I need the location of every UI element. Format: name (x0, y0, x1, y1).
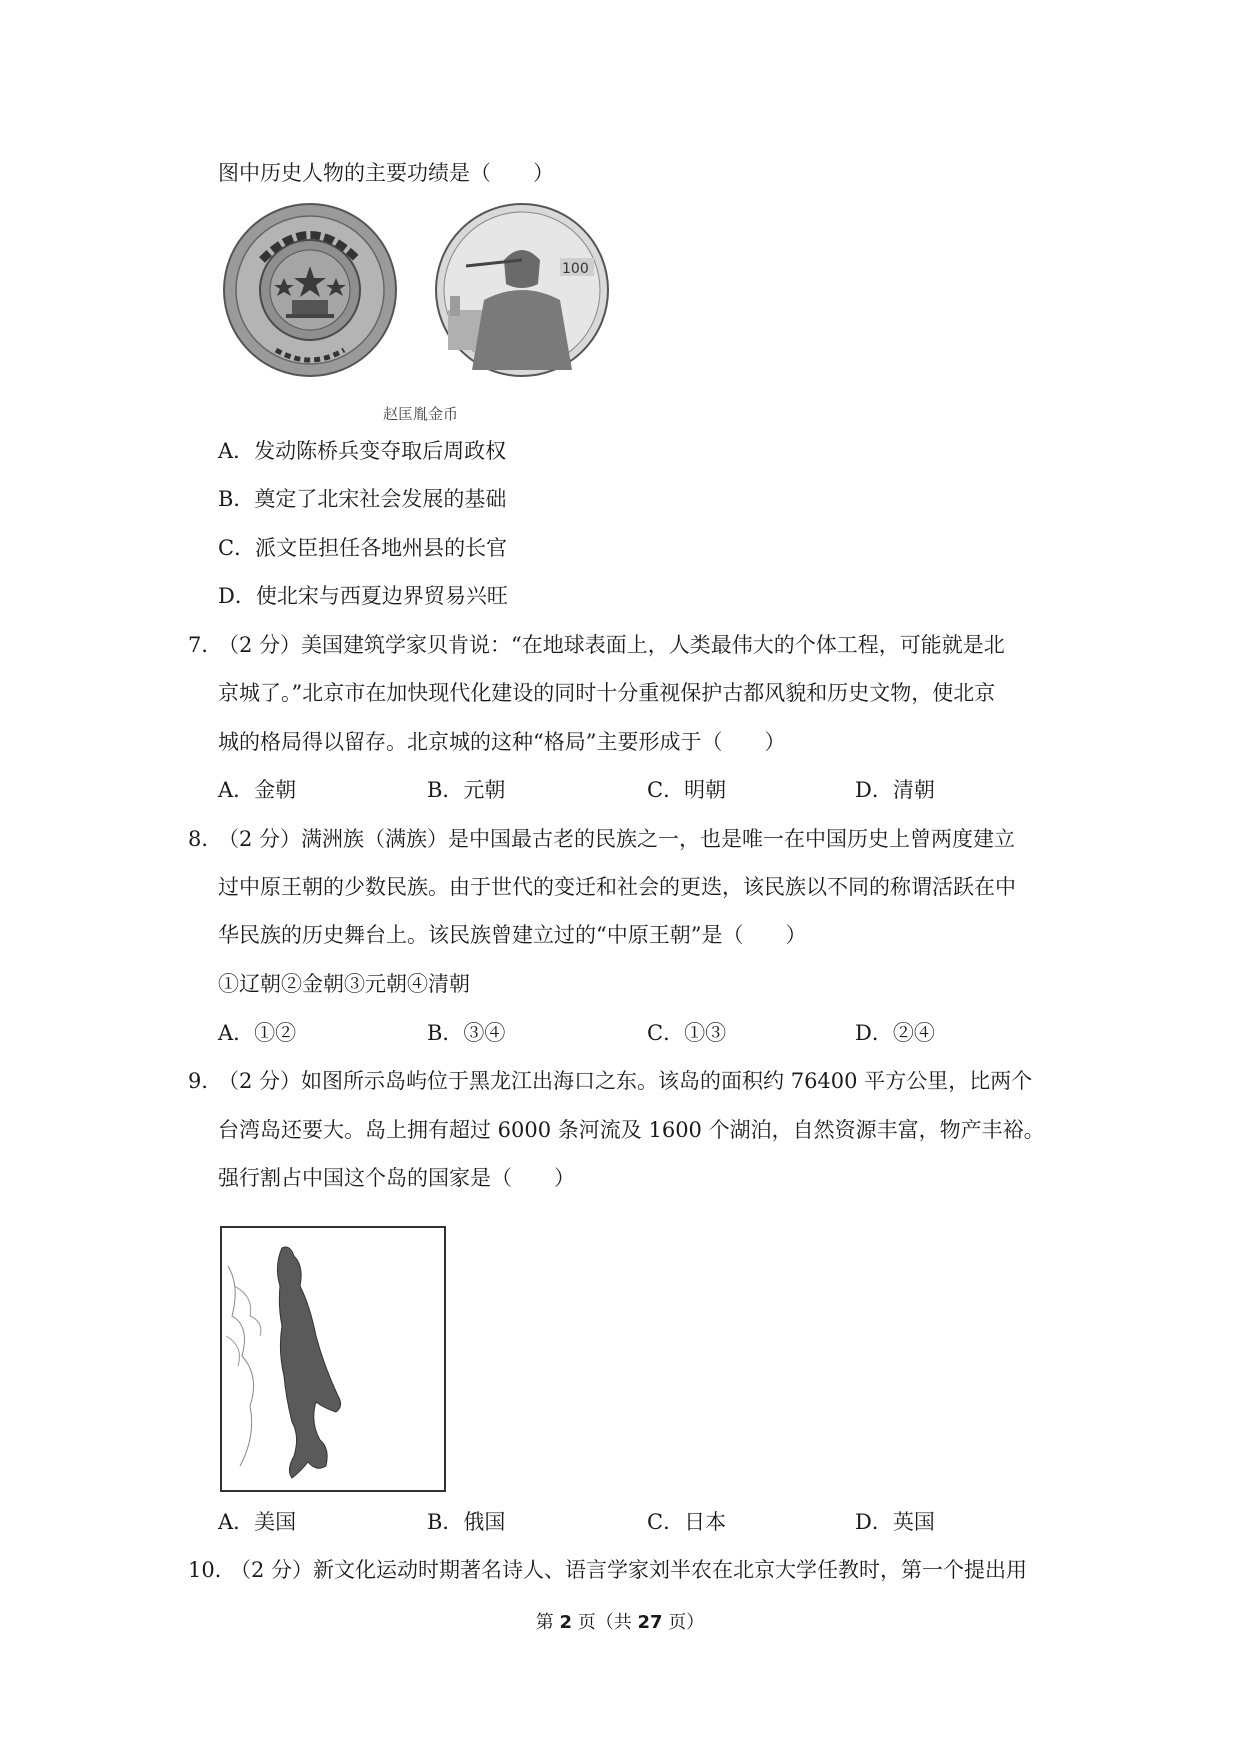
coin-illustration (222, 200, 632, 390)
q8-line-1: （2 分）满洲族（满族）是中国最古老的民族之一，也是唯一在中国历史上曾两度建立 (218, 827, 1016, 851)
q8-option-c: C．①③ (647, 1021, 727, 1045)
q8-number: 8． (188, 827, 223, 851)
q8-line-2: 过中原王朝的少数民族。由于世代的变迁和社会的更迭，该民族以不同的称谓活跃在中 (218, 875, 1016, 899)
q9-option-b: B．俄国 (427, 1510, 506, 1534)
coin-image (222, 200, 632, 390)
q9-number: 9． (188, 1069, 223, 1093)
q7-line-1: （2 分）美国建筑学家贝肯说：“在地球表面上，人类最伟大的个体工程，可能就是北 (218, 633, 1005, 657)
q10-number: 10． (188, 1558, 236, 1582)
q6-option-c: C．派文臣担任各地州县的长官 (218, 536, 508, 560)
q6-stem: 图中历史人物的主要功绩是（ ） (218, 161, 554, 185)
q8-option-a: A．①② (218, 1021, 297, 1045)
island-map (220, 1226, 446, 1492)
q7-line-3: 城的格局得以留存。北京城的这种“格局”主要形成于（ ） (218, 730, 786, 754)
q6-option-b: B．奠定了北宋社会发展的基础 (218, 487, 507, 511)
footer-suffix: 页） (662, 1612, 705, 1633)
page-footer (0, 1608, 1240, 1634)
coin-caption: 赵匡胤金币 (383, 405, 459, 423)
footer-page-number: 2 (559, 1612, 572, 1633)
q7-option-a: A．金朝 (218, 778, 297, 802)
q8-option-b: B．③④ (427, 1021, 506, 1045)
q7-line-2: 京城了。”北京市在加快现代化建设的同时十分重视保护古都风貌和历史文物，使北京 (218, 681, 996, 705)
q9-option-c: C．日本 (647, 1510, 727, 1534)
footer-total-pages: 27 (637, 1612, 663, 1633)
q9-option-d: D．英国 (855, 1510, 935, 1534)
island-map-illustration (220, 1226, 446, 1492)
q9-line-1: （2 分）如图所示岛屿位于黑龙江出海口之东。该岛的面积约 76400 平方公里，比两个 (218, 1069, 1033, 1093)
svg-text:100: 100 (562, 261, 589, 277)
q7-option-b: B．元朝 (427, 778, 506, 802)
q9-option-a: A．美国 (218, 1510, 297, 1534)
footer-prefix: 第 (535, 1612, 560, 1633)
q8-option-d: D．②④ (855, 1021, 935, 1045)
q9-line-3: 强行割占中国这个岛的国家是（ ） (218, 1166, 575, 1190)
q6-option-d: D．使北宋与西夏边界贸易兴旺 (218, 584, 508, 608)
q7-option-d: D．清朝 (855, 778, 935, 802)
q7-number: 7． (188, 633, 223, 657)
q7-option-c: C．明朝 (647, 778, 727, 802)
footer-middle: 页（共 (572, 1612, 638, 1633)
q8-items: ①辽朝②金朝③元朝④清朝 (218, 972, 470, 996)
q8-line-3: 华民族的历史舞台上。该民族曾建立过的“中原王朝”是（ ） (218, 923, 807, 947)
q6-option-a: A．发动陈桥兵变夺取后周政权 (218, 439, 507, 463)
q9-line-2: 台湾岛还要大。岛上拥有超过 6000 条河流及 1600 个湖泊，自然资源丰富，物产丰裕。 (218, 1118, 1045, 1142)
q10-line-1: （2 分）新文化运动时期著名诗人、语言学家刘半农在北京大学任教时，第一个提出用 (230, 1558, 1028, 1582)
